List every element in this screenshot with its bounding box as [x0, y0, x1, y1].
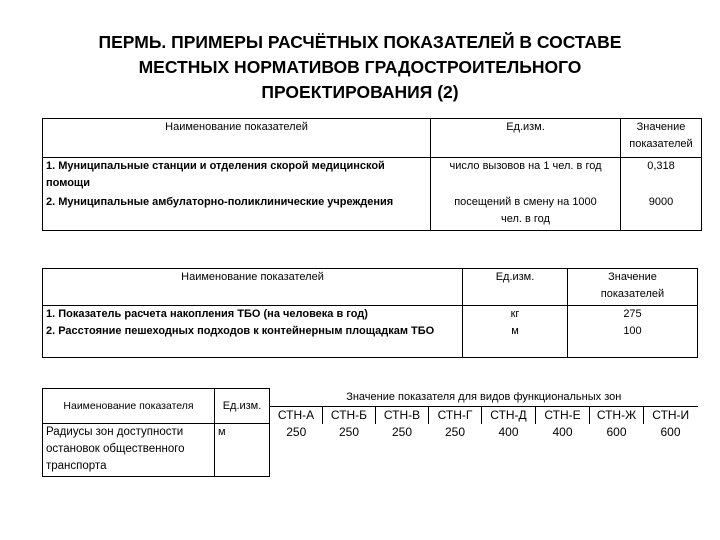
zone-value: 250 [286, 424, 307, 439]
row-name: Радиусы зон доступности остановок общественного транспорта [43, 424, 215, 477]
zone-header: СТН-А [270, 406, 323, 424]
row-unit: кг [463, 306, 568, 324]
zone-value: 600 [606, 424, 627, 439]
title-line-3: ПРОЕКТИРОВАНИЯ (2) [261, 82, 459, 102]
header-unit: Ед.изм. [215, 389, 270, 424]
header-unit: Ед.изм. [431, 119, 621, 158]
title-line-1: ПЕРМЬ. ПРИМЕРЫ РАСЧЁТНЫХ ПОКАЗАТЕЛЕЙ В СОСТАВЕ [98, 32, 622, 52]
table-row [43, 323, 698, 358]
zone-header: СТН-И [652, 407, 690, 422]
table-row [43, 424, 698, 477]
table-row [43, 158, 702, 195]
table-row [43, 306, 698, 324]
row-value: 0,318 [621, 158, 702, 195]
row-name: 1. Муниципальные станции и отделения скорой медицинской помощи [43, 158, 431, 195]
zone-value: 600 [660, 424, 681, 439]
healthcare-indicators-table [42, 118, 702, 231]
table-header-row [43, 119, 702, 158]
zone-header: СТН-В [376, 406, 429, 424]
zone-value: 250 [338, 424, 360, 439]
table-row [43, 194, 702, 231]
zone-header: СТН-Б [323, 406, 376, 424]
row-unit: число вызовов на 1 чел. в год [431, 158, 621, 195]
zone-value: 400 [498, 424, 519, 439]
header-name: Наименование показателей [43, 119, 431, 158]
row-unit: м [463, 323, 568, 358]
slide-title [40, 30, 680, 105]
header-value: Значение показателей [568, 269, 698, 306]
zone-value: 250 [444, 424, 466, 439]
row-name: 2. Расстояние пешеходных подходов к контейнерным площадкам ТБО [43, 323, 463, 358]
row-name: 1. Показатель расчета накопления ТБО (на человека в год) [43, 306, 463, 324]
header-name: Наименование показателей [43, 269, 463, 306]
title-line-2: МЕСТНЫХ НОРМАТИВОВ ГРАДОСТРОИТЕЛЬНОГО [138, 57, 582, 77]
table-header-row [43, 389, 698, 407]
zone-header: СТН-Е [536, 406, 590, 424]
table-header-row [43, 269, 698, 306]
transport-accessibility-table [42, 388, 698, 477]
header-zone-group: Значение показателя для видов функциональных зон [270, 389, 698, 407]
row-unit: м [215, 424, 270, 477]
row-name: 2. Муниципальные амбулаторно-поликлинические учреждения [43, 194, 431, 231]
header-name: Наименование показателя [43, 389, 215, 424]
row-unit: посещений в смену на 1000 чел. в год [431, 194, 621, 231]
zone-value: 400 [552, 424, 573, 439]
row-value: 100 [623, 325, 642, 337]
header-unit: Ед.изм. [463, 269, 568, 306]
zone-value: 250 [391, 424, 413, 439]
zone-header: СТН-Ж [590, 406, 644, 424]
zone-header: СТН-Г [429, 406, 482, 424]
header-value: Значение показателей [621, 119, 702, 158]
row-value: 275 [623, 308, 642, 320]
waste-indicators-table [42, 268, 698, 358]
row-value: 9000 [621, 194, 702, 231]
zone-header: СТН-Д [482, 406, 536, 424]
